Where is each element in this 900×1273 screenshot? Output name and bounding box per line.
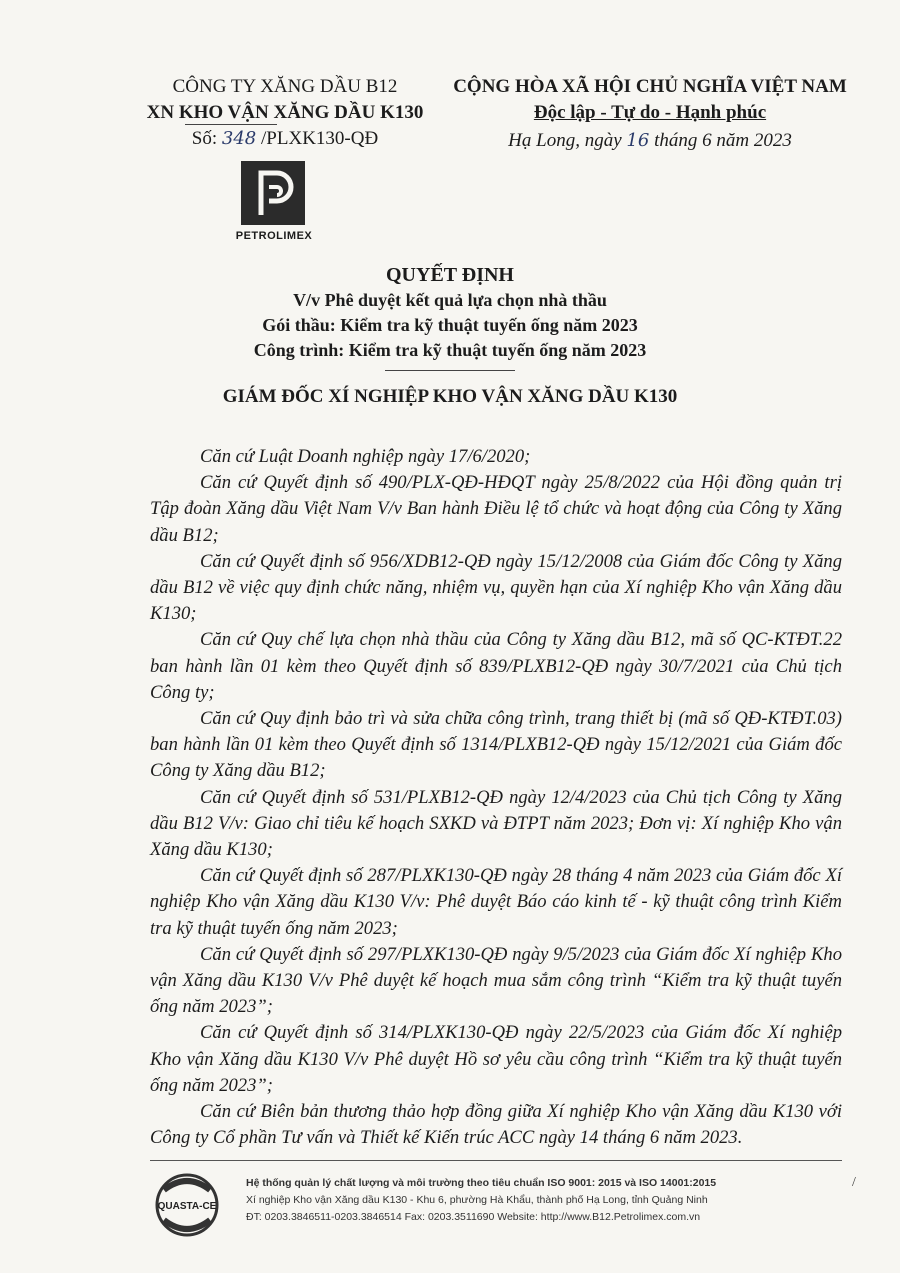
footer-iso-line: Hệ thống quản lý chất lượng và môi trường theo tiêu chuẩn ISO 9001: 2015 và ISO 14001:2015 — [246, 1177, 717, 1189]
basis-paragraph: Căn cứ Quyết định số 314/PLXK130-QĐ ngày 22/5/2023 của Giám đốc Xí nghiệp Kho vận Xăng dầu K130 V/v Phê duyệt Hồ sơ yêu cầu công trình “Kiểm tra kỹ thuật tuyến ống năm 2023”; — [150, 1022, 842, 1096]
number-suffix: /PLXK130-QĐ — [261, 128, 379, 149]
footer-address-line: Xí nghiệp Kho vận Xăng dầu K130 - Khu 6, phường Hà Khẩu, thành phố Hạ Long, tỉnh Quảng Ninh — [246, 1194, 708, 1206]
basis-paragraph: Căn cứ Quyết định số 287/PLXK130-QĐ ngày 28 tháng 4 năm 2023 của Giám đốc Xí nghiệp Kho vận Xăng dầu K130 V/v: Phê duyệt Báo cáo kinh tế - kỹ thuật công trình Kiểm tra kỹ thuật tuyến ống năm 2023; — [150, 865, 842, 939]
authority-heading: GIÁM ĐỐC XÍ NGHIỆP KHO VẬN XĂNG DẦU K130 — [222, 386, 678, 407]
issue-date — [440, 128, 860, 154]
title-divider — [385, 370, 515, 371]
basis-paragraph: Căn cứ Quyết định số 956/XDB12-QĐ ngày 15/12/2008 của Giám đốc Công ty Xăng dầu B12 về việc quy định chức năng, nhiệm vụ, quyền hạn của Xí nghiệp Kho vận Xăng dầu K130; — [150, 550, 842, 625]
petrolimex-logo — [241, 161, 305, 225]
petrolimex-logo-icon — [241, 161, 305, 225]
header-right — [440, 74, 860, 154]
date-suffix: tháng 6 năm 2023 — [654, 130, 792, 151]
decision-title: QUYẾT ĐỊNH — [386, 264, 514, 286]
package-line: Gói thầu: Kiểm tra kỹ thuật tuyến ống năm 2023 — [262, 315, 638, 335]
date-prefix: Hạ Long, ngày — [508, 130, 622, 151]
motto-text: Độc lập - Tự do - Hạnh phúc — [533, 102, 767, 123]
national-motto — [440, 100, 860, 126]
quasta-certification-icon — [152, 1170, 222, 1240]
basis-paragraph: Căn cứ Quyết định số 297/PLXK130-QĐ ngày 9/5/2023 của Giám đốc Xí nghiệp Kho vận Xăng dầu K130 V/v Phê duyệt kế hoạch mua sắm công trình “Kiểm tra kỹ thuật tuyến ống năm 2023”; — [150, 943, 842, 1018]
page-mark: / — [852, 1175, 856, 1190]
logo-caption: PETROLIMEX — [235, 230, 313, 242]
basis-paragraph: Căn cứ Luật Doanh nghiệp ngày 17/6/2020; — [200, 446, 531, 467]
footer-rule — [150, 1160, 842, 1161]
basis-paragraph: Căn cứ Quyết định số 490/PLX-QĐ-HĐQT ngày 25/8/2022 của Hội đồng quản trị Tập đoàn Xăng dầu Việt Nam V/v Ban hành Điều lệ tổ chức và hoạt động của Công ty Xăng dầu B12; — [150, 472, 842, 546]
date-day-handwritten: 16 — [626, 130, 650, 151]
footer-info — [246, 1175, 826, 1226]
unit-name: XN KHO VẬN XĂNG DẦU K130 — [146, 102, 424, 123]
basis-paragraph: Căn cứ Quy chế lựa chọn nhà thầu của Công ty Xăng dầu B12, mã số QC-KTĐT.22 ban hành lần 01 kèm theo Quyết định số 839/PLXB12-QĐ ngày 30/7/2021 của Chủ tịch Công ty; — [150, 629, 842, 703]
number-handwritten: 348 — [221, 128, 257, 149]
national-title: CỘNG HÒA XÃ HỘI CHỦ NGHĨA VIỆT NAM — [453, 76, 847, 97]
quasta-label: QUASTA-CE — [157, 1201, 217, 1212]
basis-paragraph: Căn cứ Biên bản thương thảo hợp đồng giữa Xí nghiệp Kho vận Xăng dầu K130 với Công ty Cổ phần Tư vấn và Thiết kế Kiến trúc ACC ngày 14 tháng 6 năm 2023. — [150, 1101, 842, 1149]
document-number — [120, 126, 450, 152]
header-divider — [185, 124, 277, 125]
subject-line: V/v Phê duyệt kết quả lựa chọn nhà thầu — [293, 290, 607, 310]
company-name: CÔNG TY XĂNG DẦU B12 — [172, 76, 398, 97]
decision-title-block — [150, 262, 750, 363]
header-left — [120, 74, 450, 152]
legal-basis-list — [150, 444, 842, 1151]
basis-paragraph: Căn cứ Quyết định số 531/PLXB12-QĐ ngày 12/4/2023 của Chủ tịch Công ty Xăng dầu B12 V/v: Giao chỉ tiêu kế hoạch SXKD và ĐTPT năm 2023; Đơn vị: Xí nghiệp Kho vận Xăng dầu K130; — [150, 786, 842, 861]
number-prefix: Số: — [191, 128, 218, 149]
footer-contact-line: ĐT: 0203.3846511-0203.3846514 Fax: 0203.3511690 Website: http://www.B12.Petrolimex.com.vn — [246, 1211, 701, 1223]
basis-paragraph: Căn cứ Quy định bảo trì và sửa chữa công trình, trang thiết bị (mã số QĐ-KTĐT.03) ban hành lần 01 kèm theo Quyết định số 1314/PLXB12-QĐ ngày 15/12/2021 của Giám đốc Công ty Xăng dầu B12; — [150, 708, 842, 782]
quasta-badge — [152, 1170, 222, 1240]
project-line: Công trình: Kiểm tra kỹ thuật tuyến ống năm 2023 — [253, 340, 647, 360]
